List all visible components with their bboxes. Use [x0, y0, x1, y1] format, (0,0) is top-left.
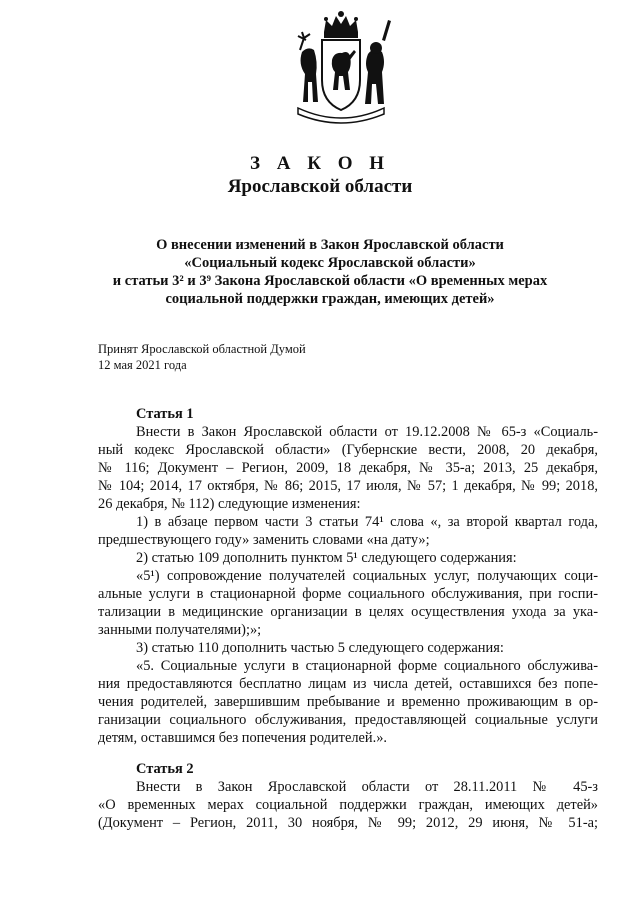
- heading-line: и статьи 3² и 3⁹ Закона Ярославской области «О временных мерах: [112, 273, 548, 289]
- paragraph-line: 26 декабря, № 112) следующие изменения:: [98, 496, 361, 512]
- paragraph-line: «5. Социальные услуги в стационарной форме социального обслужива-: [136, 658, 598, 674]
- paragraph-line: предшествующего году» заменить словами «на дату»;: [98, 532, 430, 548]
- article-1: [98, 405, 598, 747]
- adoption-line: Принят Ярославской областной Думой: [98, 342, 306, 356]
- paragraph-line: тализации в медицинские организации в целях осуществления ухода за ука-: [98, 604, 598, 620]
- paragraph-line: детям, оставшимся без попечения родителей.».: [98, 730, 387, 746]
- paragraph-line: «О временных мерах социальной поддержки граждан, имеющих детей»: [98, 797, 598, 813]
- law-heading: [60, 236, 600, 308]
- coat-of-arms-icon: [288, 10, 394, 126]
- heading-line: социальной поддержки граждан, имеющих детей»: [165, 291, 495, 307]
- region-subtitle: Ярославской области: [227, 176, 413, 197]
- paragraph-line: 2) статью 109 дополнить пунктом 5¹ следующего содержания:: [136, 550, 517, 566]
- adoption-date: 12 мая 2021 года: [98, 358, 187, 372]
- paragraph-line: 3) статью 110 дополнить частью 5 следующего содержания:: [136, 640, 504, 656]
- paragraph-line: «5¹) сопровождение получателей социальных услуг, получающих соци-: [136, 568, 598, 584]
- paragraph-line: чения родителей, завершившим пребывание и временно проживающим в ор-: [98, 694, 598, 710]
- heading-line: О внесении изменений в Закон Ярославской области: [156, 237, 504, 253]
- paragraph-line: альные услуги в стационарной форме социального обслуживания, при госпи-: [98, 586, 598, 602]
- article-title: Статья 2: [136, 761, 194, 777]
- paragraph-line: занными получателями);»;: [98, 622, 262, 638]
- paragraph-line: № 116; Документ – Регион, 2009, 18 декабря, № 35-а; 2013, 25 декабря,: [98, 460, 598, 476]
- article-title: Статья 1: [136, 406, 194, 422]
- heading-line: «Социальный кодекс Ярославской области»: [184, 255, 476, 271]
- paragraph-line: ганизации социального обслуживания, предоставляющей социальные услуги: [98, 712, 598, 728]
- paragraph-line: (Документ – Регион, 2011, 30 ноября, № 99; 2012, 29 июня, № 51-а;: [98, 815, 598, 831]
- paragraph-line: ный кодекс Ярославской области» (Губернские вести, 2008, 20 декабря,: [98, 442, 598, 458]
- paragraph-line: ния предоставляются бесплатно лицам из числа детей, оставшихся без попе-: [98, 676, 598, 692]
- paragraph-line: 1) в абзаце первом части 3 статьи 74¹ слова «, за второй квартал года,: [136, 514, 598, 530]
- paragraph-line: Внести в Закон Ярославской области от 19.12.2008 № 65-з «Социаль-: [136, 424, 598, 440]
- paragraph-line: Внести в Закон Ярославской области от 28.11.2011 № 45-з: [136, 779, 598, 795]
- adoption-note: [98, 341, 306, 373]
- document-type-title: З А К О Н: [249, 153, 391, 174]
- paragraph-line: № 104; 2014, 17 октября, № 86; 2015, 17 июля, № 57; 1 декабря, № 99; 2018,: [98, 478, 598, 494]
- article-2: [98, 760, 598, 832]
